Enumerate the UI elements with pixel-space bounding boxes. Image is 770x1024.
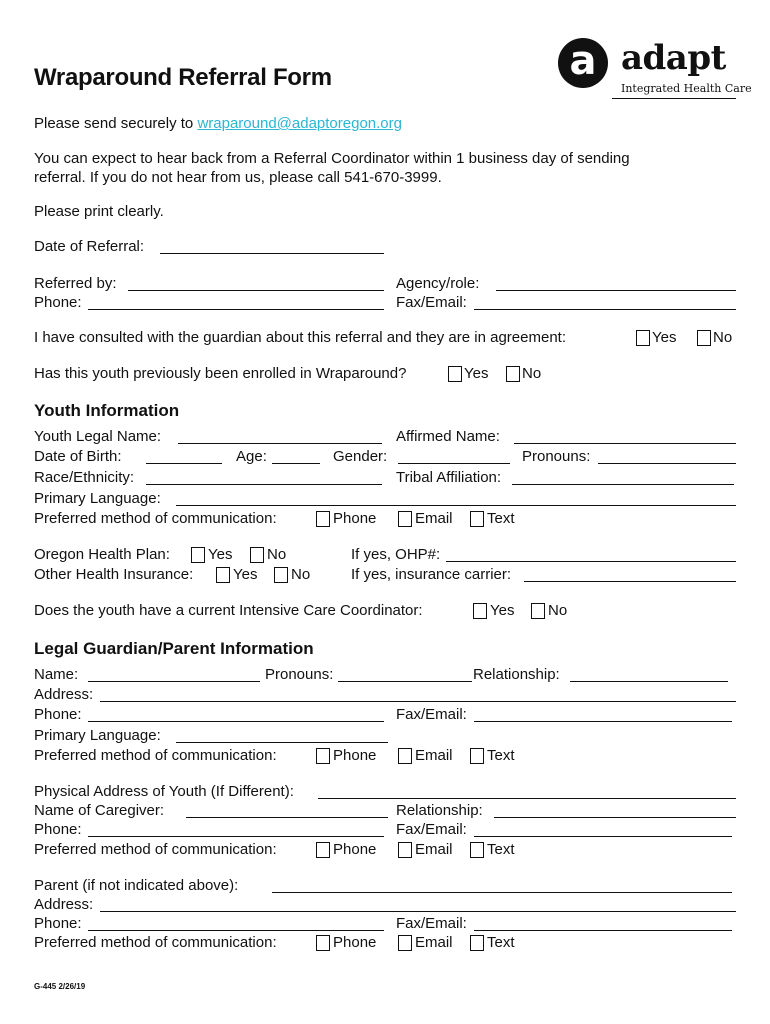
ohp-no-label: No — [267, 546, 287, 563]
insurance-carrier-field[interactable] — [524, 581, 736, 582]
parent-comm-phone-label: Phone — [333, 934, 377, 951]
guardian-comm-phone-label: Phone — [333, 747, 377, 764]
guardian-comm-phone-checkbox[interactable] — [316, 748, 330, 764]
referrer-phone-label: Phone: — [34, 294, 82, 311]
consult-no-checkbox[interactable] — [697, 330, 711, 346]
youth-pronouns-label: Pronouns: — [522, 448, 591, 465]
parent-comm-text-label: Text — [487, 934, 515, 951]
referrer-fax-field[interactable] — [474, 309, 736, 310]
other-ins-no-checkbox[interactable] — [274, 567, 288, 583]
referrer-phone-field[interactable] — [88, 309, 384, 310]
physical-address-field[interactable] — [318, 798, 736, 799]
agency-role-label: Agency/role: — [396, 275, 480, 292]
ohp-yes-label: Yes — [208, 546, 233, 563]
date-of-referral-label: Date of Referral: — [34, 238, 145, 255]
guardian-address-field[interactable] — [100, 701, 736, 702]
caregiver-phone-field[interactable] — [88, 836, 384, 837]
guardian-info-heading: Legal Guardian/Parent Information — [34, 639, 314, 658]
caregiver-comm-email-label: Email — [415, 841, 453, 858]
parent-phone-label: Phone: — [34, 915, 82, 932]
physical-address-label: Physical Address of Youth (If Different): — [34, 783, 294, 800]
email-link[interactable]: wraparound@adaptoregon.org — [197, 115, 402, 132]
guardian-comm-email-label: Email — [415, 747, 453, 764]
parent-comm-label: Preferred method of communication: — [34, 934, 277, 951]
ohp-yes-checkbox[interactable] — [191, 547, 205, 563]
parent-comm-email-label: Email — [415, 934, 453, 951]
caregiver-comm-text-checkbox[interactable] — [470, 842, 484, 858]
guardian-pronouns-label: Pronouns: — [265, 666, 334, 683]
parent-phone-field[interactable] — [88, 930, 384, 931]
parent-comm-phone-checkbox[interactable] — [316, 935, 330, 951]
tribal-label: Tribal Affiliation: — [396, 469, 502, 486]
logo-divider — [612, 98, 736, 99]
referred-by-label: Referred by: — [34, 275, 117, 292]
other-insurance-label: Other Health Insurance: — [34, 566, 194, 583]
caregiver-name-label: Name of Caregiver: — [34, 802, 165, 819]
ohp-number-label: If yes, OHP#: — [351, 546, 441, 563]
caregiver-phone-label: Phone: — [34, 821, 82, 838]
guardian-language-label: Primary Language: — [34, 727, 161, 744]
youth-language-field[interactable] — [176, 505, 736, 506]
youth-comm-email-checkbox[interactable] — [398, 511, 412, 527]
parent-fax-field[interactable] — [474, 930, 732, 931]
dob-label: Date of Birth: — [34, 448, 122, 465]
tribal-field[interactable] — [512, 484, 734, 485]
race-field[interactable] — [146, 484, 382, 485]
caregiver-comm-email-checkbox[interactable] — [398, 842, 412, 858]
guardian-comm-label: Preferred method of communication: — [34, 747, 277, 764]
print-instruction: Please print clearly. — [34, 203, 164, 220]
parent-name-field[interactable] — [272, 892, 732, 893]
enrolled-yes-label: Yes — [464, 365, 489, 382]
ohp-number-field[interactable] — [446, 561, 736, 562]
caregiver-relationship-field[interactable] — [494, 817, 736, 818]
enrolled-question: Has this youth previously been enrolled in Wraparound? — [34, 365, 407, 382]
guardian-language-field[interactable] — [176, 742, 388, 743]
parent-comm-text-checkbox[interactable] — [470, 935, 484, 951]
ohp-label: Oregon Health Plan: — [34, 546, 170, 563]
parent-comm-email-checkbox[interactable] — [398, 935, 412, 951]
affirmed-name-label: Affirmed Name: — [396, 428, 500, 445]
guardian-comm-text-label: Text — [487, 747, 515, 764]
caregiver-comm-label: Preferred method of communication: — [34, 841, 277, 858]
age-field[interactable] — [272, 463, 320, 464]
youth-info-heading: Youth Information — [34, 401, 180, 420]
enrolled-no-label: No — [522, 365, 542, 382]
guardian-relationship-label: Relationship: — [473, 666, 560, 683]
caregiver-comm-text-label: Text — [487, 841, 515, 858]
caregiver-comm-phone-label: Phone — [333, 841, 377, 858]
age-label: Age: — [236, 448, 267, 465]
referrer-fax-label: Fax/Email: — [396, 294, 467, 311]
icc-no-checkbox[interactable] — [531, 603, 545, 619]
guardian-name-field[interactable] — [88, 681, 260, 682]
consult-no-label: No — [713, 329, 733, 346]
other-ins-no-label: No — [291, 566, 311, 583]
guardian-fax-label: Fax/Email: — [396, 706, 467, 723]
logo-subtitle: Integrated Health Care — [621, 82, 752, 95]
consult-yes-checkbox[interactable] — [636, 330, 650, 346]
caregiver-name-field[interactable] — [186, 817, 388, 818]
youth-comm-phone-label: Phone — [333, 510, 377, 527]
referred-by-field[interactable] — [128, 290, 384, 291]
guardian-relationship-field[interactable] — [570, 681, 728, 682]
youth-legal-name-field[interactable] — [178, 443, 382, 444]
icc-question: Does the youth have a current Intensive Care Coordinator: — [34, 602, 423, 619]
guardian-comm-text-checkbox[interactable] — [470, 748, 484, 764]
caregiver-fax-field[interactable] — [474, 836, 732, 837]
youth-comm-text-label: Text — [487, 510, 515, 527]
icc-no-label: No — [548, 602, 568, 619]
enrolled-yes-checkbox[interactable] — [448, 366, 462, 382]
icc-yes-checkbox[interactable] — [473, 603, 487, 619]
parent-label: Parent (if not indicated above): — [34, 877, 239, 894]
dob-field[interactable] — [146, 463, 222, 464]
youth-pronouns-field[interactable] — [598, 463, 736, 464]
gender-label: Gender: — [333, 448, 388, 465]
parent-address-label: Address: — [34, 896, 94, 913]
enrolled-no-checkbox[interactable] — [506, 366, 520, 382]
other-ins-yes-checkbox[interactable] — [216, 567, 230, 583]
guardian-consult-question: I have consulted with the guardian about this referral and they are in agreement: — [34, 329, 566, 346]
youth-legal-name-label: Youth Legal Name: — [34, 428, 162, 445]
ohp-no-checkbox[interactable] — [250, 547, 264, 563]
insurance-carrier-label: If yes, insurance carrier: — [351, 566, 512, 583]
icc-yes-label: Yes — [490, 602, 515, 619]
page-title: Wraparound Referral Form — [34, 64, 332, 91]
guardian-address-label: Address: — [34, 686, 94, 703]
send-instruction — [34, 115, 402, 133]
parent-fax-label: Fax/Email: — [396, 915, 467, 932]
logo-letter: a — [569, 38, 597, 84]
youth-language-label: Primary Language: — [34, 490, 161, 507]
guardian-name-label: Name: — [34, 666, 79, 683]
caregiver-comm-phone-checkbox[interactable] — [316, 842, 330, 858]
affirmed-name-field[interactable] — [514, 443, 736, 444]
youth-comm-phone-checkbox[interactable] — [316, 511, 330, 527]
consult-yes-label: Yes — [652, 329, 677, 346]
logo-wordmark: adapt — [621, 38, 726, 78]
caregiver-relationship-label: Relationship: — [396, 802, 483, 819]
youth-comm-label: Preferred method of communication: — [34, 510, 277, 527]
other-ins-yes-label: Yes — [233, 566, 258, 583]
form-code: G-445 2/26/19 — [34, 982, 86, 991]
guardian-phone-field[interactable] — [88, 721, 384, 722]
caregiver-fax-label: Fax/Email: — [396, 821, 467, 838]
date-of-referral-field[interactable] — [160, 253, 384, 254]
expect-line-2: referral. If you do not hear from us, please call 541-670-3999. — [34, 169, 442, 186]
gender-field[interactable] — [398, 463, 510, 464]
guardian-pronouns-field[interactable] — [338, 681, 472, 682]
guardian-comm-email-checkbox[interactable] — [398, 748, 412, 764]
guardian-fax-field[interactable] — [474, 721, 732, 722]
race-label: Race/Ethnicity: — [34, 469, 135, 486]
guardian-phone-label: Phone: — [34, 706, 82, 723]
parent-address-field[interactable] — [100, 911, 736, 912]
adapt-logo-icon — [558, 38, 608, 88]
youth-comm-email-label: Email — [415, 510, 453, 527]
youth-comm-text-checkbox[interactable] — [470, 511, 484, 527]
agency-role-field[interactable] — [496, 290, 736, 291]
send-prefix: Please send securely to — [34, 115, 198, 132]
expect-line-1: You can expect to hear back from a Referral Coordinator within 1 business day of sending — [34, 150, 630, 167]
